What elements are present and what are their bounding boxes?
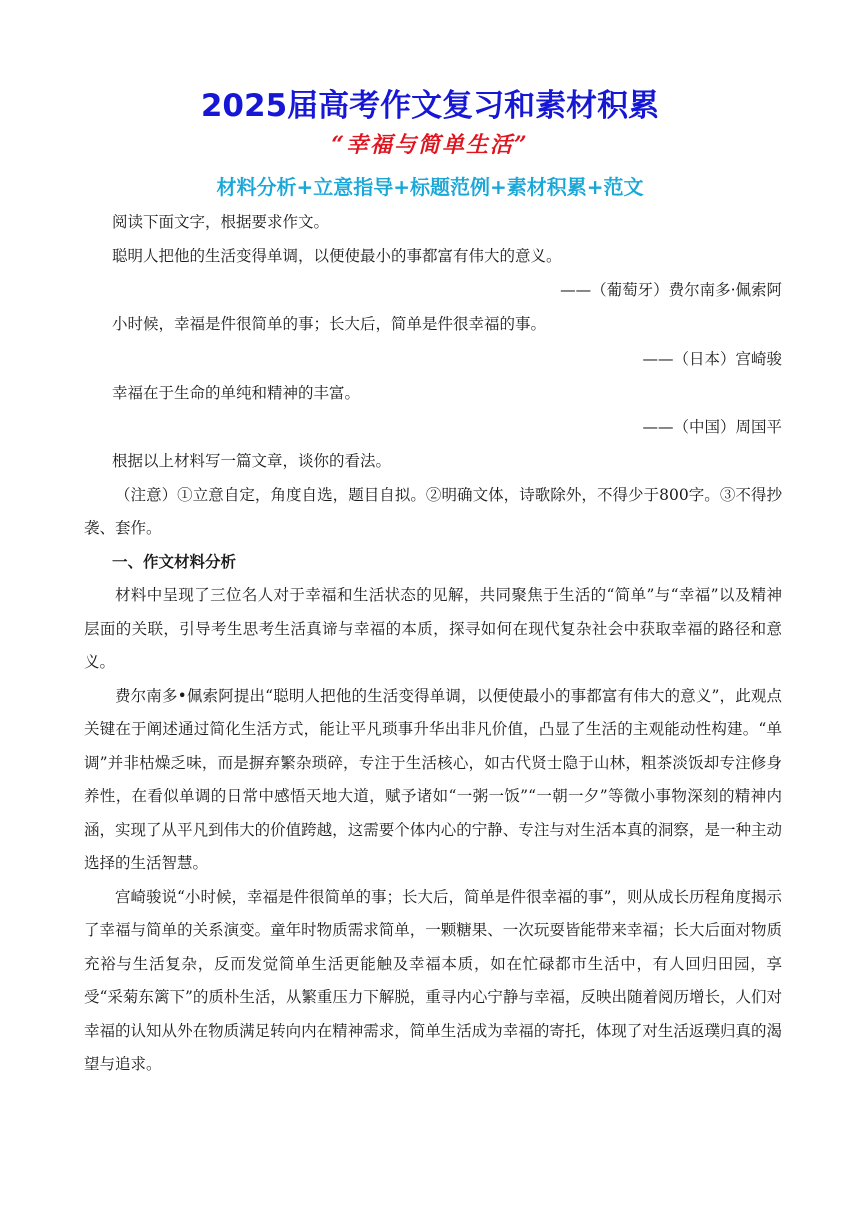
quote-source: ——（葡萄牙）费尔南多·佩索阿 — [560, 281, 782, 299]
document-outline: 材料分析+立意指导+标题范例+素材积累+范文 — [216, 175, 644, 199]
quote-source: ——（中国）周国平 — [642, 418, 782, 436]
quote-text: 幸福在于生命的单纯和精神的丰富。 — [112, 383, 361, 402]
analysis-paragraph: 宫崎骏说“小时候，幸福是件很简单的事；长大后，简单是件很幸福的事”，则从成长历程角度揭示了幸福与简单的关系演变。童年时物质需求简单，一颗糖果、一次玩耍皆能带来幸福；长大后面对物质充裕与生活复杂，反而发觉简单生活更能触及幸福本质，如在忙碌都市生活中，有人回归田园，享受“采菊东篱下”的质朴生活，从繁重压力下解脱，重寻内心宁静与幸福，反映出随着阅历增长，人们对幸福的认知从外在物质满足转向内在精神需求，简单生活成为幸福的寄托，体现了对生活返璞归真的渴望与追求。 — [84, 887, 782, 1073]
quote-text: 聪明人把他的生活变得单调，以便使最小的事都富有伟大的意义。 — [112, 246, 562, 265]
quote-text: 小时候，幸福是件很简单的事；长大后，简单是件很幸福的事。 — [112, 315, 547, 333]
prompt-task: 根据以上材料写一篇文章，谈你的看法。 — [112, 452, 392, 470]
analysis-paragraph: 材料中呈现了三位名人对于幸福和生活状态的见解，共同聚焦于生活的“简单”与“幸福”以及精神层面的关联，引导考生思考生活真谛与幸福的本质，探寻如何在现代复杂社会中获取幸福的路径和意义。 — [84, 586, 782, 671]
analysis-paragraph: 费尔南多•佩索阿提出“聪明人把他的生活变得单调，以便使最小的事都富有伟大的意义”，此观点关键在于阐述通过简化生活方式，能让平凡琐事升华出非凡价值，凸显了生活的主观能动性构建。“单调”并非枯燥乏味，而是摒弃繁杂琐碎，专注于生活核心，如古代贤士隐于山林，粗茶淡饭却专注修身养性，在看似单调的日常中感悟天地大道，赋予诸如“一粥一饭”“一朝一夕”等微小事物深刻的精神内涵，实现了从平凡到伟大的价值跨越，这需要个体内心的宁静、专注与对生活本真的洞察，是一种主动选择的生活智慧。 — [84, 686, 782, 872]
section-heading: 一、作文材料分析 — [112, 552, 237, 571]
prompt-note: （注意）①立意自定，角度自选，题目自拟。②明确文体，诗歌除外，不得少于800字。③不得抄袭、套作。 — [84, 485, 782, 537]
document-subtitle: “幸福与简单生活” — [331, 132, 529, 158]
prompt-intro: 阅读下面文字，根据要求作文。 — [112, 213, 330, 231]
document-title: 2025届高考作文复习和素材积累 — [200, 88, 660, 124]
quote-source: ——（日本）宫崎骏 — [642, 349, 782, 368]
